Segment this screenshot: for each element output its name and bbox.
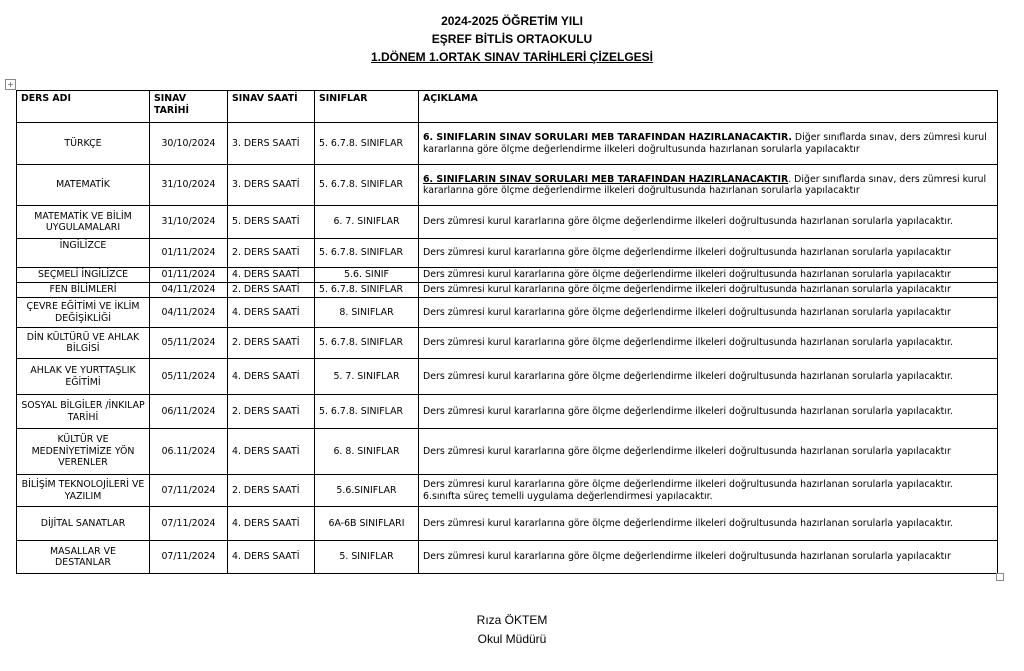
table-header-row [17, 91, 998, 123]
sinav-tarihi-cell: 01/11/2024 [150, 268, 228, 283]
ders-adi-cell: BİLİŞİM TEKNOLOJİLERİ VE YAZILIM [17, 475, 150, 507]
table-row [17, 283, 998, 298]
principal-name: Rıza ÖKTEM [476, 613, 548, 627]
table-move-handle-icon[interactable]: + [5, 79, 16, 90]
siniflar-cell: 5. 6.7.8. SINIFLAR [315, 283, 419, 298]
aciklama-cell: Ders zümresi kurul kararlarına göre ölçme değerlendirme ilkeleri doğrultusunda hazırlanan sorularla yapılacaktır. [419, 507, 998, 541]
ders-adi-cell: SEÇMELİ İNGİLİZCE [17, 268, 150, 283]
column-header-sinav-saati: SINAV SAATİ [228, 91, 315, 123]
sinav-saati-cell: 4. DERS SAATİ [228, 507, 315, 541]
table-row [17, 298, 998, 328]
table-row [17, 359, 998, 395]
sinav-saati-cell: 5. DERS SAATİ [228, 206, 315, 239]
table-row [17, 541, 998, 574]
principal-title: Okul Müdürü [477, 632, 547, 646]
ders-adi-cell: AHLAK VE YURTTAŞLIK EĞİTİMİ [17, 359, 150, 395]
table-row [17, 395, 998, 429]
aciklama-cell: Ders zümresi kurul kararlarına göre ölçme değerlendirme ilkeleri doğrultusunda hazırlanan sorularla yapılacaktır. [419, 359, 998, 395]
table-row [17, 165, 998, 206]
aciklama-cell: Ders zümresi kurul kararlarına göre ölçme değerlendirme ilkeleri doğrultusunda hazırlanan sorularla yapılacaktır. 6.sınıfta süreç temelli uygulama değerlendirmesi yapılacaktır. [419, 475, 998, 507]
table-row [17, 475, 998, 507]
school-name: EŞREF BİTLİS ORTAOKULU [431, 32, 593, 46]
sinav-tarihi-cell: 06/11/2024 [150, 395, 228, 429]
school-year-title: 2024-2025 ÖĞRETİM YILI [441, 14, 583, 28]
siniflar-cell: 5. 6.7.8. SINIFLAR [315, 165, 419, 206]
schedule-title: 1.DÖNEM 1.ORTAK SINAV TARİHLERİ ÇİZELGESİ [370, 50, 654, 64]
aciklama-cell: Ders zümresi kurul kararlarına göre ölçme değerlendirme ilkeleri doğrultusunda hazırlanan sorularla yapılacaktır. [419, 206, 998, 239]
sinav-tarihi-cell: 05/11/2024 [150, 359, 228, 395]
aciklama-cell [419, 165, 998, 206]
ders-adi-cell: DİJİTAL SANATLAR [17, 507, 150, 541]
sinav-saati-cell: 2. DERS SAATİ [228, 239, 315, 268]
siniflar-cell: 5. 6.7.8. SINIFLAR [315, 328, 419, 359]
ders-adi-cell: KÜLTÜR VE MEDENİYETİMİZE YÖN VERENLER [17, 429, 150, 475]
sinav-saati-cell: 4. DERS SAATİ [228, 298, 315, 328]
column-header-siniflar: SINIFLAR [315, 91, 419, 123]
aciklama-cell: Ders zümresi kurul kararlarına göre ölçme değerlendirme ilkeleri doğrultusunda hazırlanan sorularla yapılacaktır [419, 283, 998, 298]
aciklama-cell: Ders zümresi kurul kararlarına göre ölçme değerlendirme ilkeleri doğrultusunda hazırlanan sorularla yapılacaktır [419, 239, 998, 268]
sinav-tarihi-cell: 04/11/2024 [150, 298, 228, 328]
siniflar-cell: 5. 6.7.8. SINIFLAR [315, 395, 419, 429]
aciklama-cell: Ders zümresi kurul kararlarına göre ölçme değerlendirme ilkeleri doğrultusunda hazırlanan sorularla yapılacaktır [419, 298, 998, 328]
sinav-saati-cell: 4. DERS SAATİ [228, 359, 315, 395]
ders-adi-cell: MATEMATİK [17, 165, 150, 206]
ders-adi-cell: TÜRKÇE [17, 123, 150, 165]
ders-adi-cell: SOSYAL BİLGİLER /İNKILAP TARİHİ [17, 395, 150, 429]
sinav-saati-cell: 2. DERS SAATİ [228, 395, 315, 429]
aciklama-cell: Ders zümresi kurul kararlarına göre ölçme değerlendirme ilkeleri doğrultusunda hazırlanan sorularla yapılacaktır [419, 429, 998, 475]
sinav-saati-cell: 4. DERS SAATİ [228, 268, 315, 283]
sinav-tarihi-cell: 07/11/2024 [150, 475, 228, 507]
siniflar-cell: 5.6. SINIF [315, 268, 419, 283]
sinav-tarihi-cell: 04/11/2024 [150, 283, 228, 298]
table-row [17, 328, 998, 359]
table-row [17, 507, 998, 541]
siniflar-cell: 6A-6B SINIFLARI [315, 507, 419, 541]
aciklama-emphasis: 6. SINIFLARIN SINAV SORULARI MEB TARAFINDAN HAZIRLANACAKTIR. [423, 132, 792, 143]
column-header-aciklama: AÇIKLAMA [419, 91, 998, 123]
column-header-ders-adi: DERS ADI [17, 91, 150, 123]
siniflar-cell: 5. SINIFLAR [315, 541, 419, 574]
sinav-tarihi-cell: 07/11/2024 [150, 507, 228, 541]
signature-block [0, 611, 1024, 649]
sinav-tarihi-cell: 30/10/2024 [150, 123, 228, 165]
siniflar-cell: 5.6.SINIFLAR [315, 475, 419, 507]
aciklama-cell: Ders zümresi kurul kararlarına göre ölçme değerlendirme ilkeleri doğrultusunda hazırlanan sorularla yapılacaktır. [419, 328, 998, 359]
sinav-saati-cell: 2. DERS SAATİ [228, 475, 315, 507]
table-resize-handle-icon[interactable] [996, 573, 1004, 581]
sinav-tarihi-cell: 06.11/2024 [150, 429, 228, 475]
table-row [17, 123, 998, 165]
siniflar-cell: 5. 6.7.8. SINIFLAR [315, 239, 419, 268]
sinav-saati-cell: 2. DERS SAATİ [228, 283, 315, 298]
sinav-saati-cell: 3. DERS SAATİ [228, 165, 315, 206]
sinav-saati-cell: 3. DERS SAATİ [228, 123, 315, 165]
column-header-sinav-tarihi: SINAV TARİHİ [150, 91, 228, 123]
siniflar-cell: 8. SINIFLAR [315, 298, 419, 328]
aciklama-cell: Ders zümresi kurul kararlarına göre ölçme değerlendirme ilkeleri doğrultusunda hazırlanan sorularla yapılacaktır [419, 268, 998, 283]
sinav-saati-cell: 4. DERS SAATİ [228, 541, 315, 574]
ders-adi-cell: MATEMATİK VE BİLİM UYGULAMALARI [17, 206, 150, 239]
table-row [17, 206, 998, 239]
siniflar-cell: 5. 6.7.8. SINIFLAR [315, 123, 419, 165]
ders-adi-cell: FEN BİLİMLERİ [17, 283, 150, 298]
sinav-tarihi-cell: 31/10/2024 [150, 206, 228, 239]
sinav-saati-cell: 4. DERS SAATİ [228, 429, 315, 475]
document-header [0, 12, 1024, 66]
exam-schedule-table [16, 90, 998, 574]
ders-adi-cell: İNGİLİZCE [17, 239, 150, 268]
aciklama-text: . Diğer sınıflarda sınav, ders zümresi kurul kararlarına göre ölçme değerlendirme ilkeleri doğrultusunda hazırlanan sorularla yapılacaktır [423, 173, 987, 196]
sinav-saati-cell: 2. DERS SAATİ [228, 328, 315, 359]
siniflar-cell: 6. 8. SINIFLAR [315, 429, 419, 475]
sinav-tarihi-cell: 05/11/2024 [150, 328, 228, 359]
sinav-tarihi-cell: 07/11/2024 [150, 541, 228, 574]
aciklama-emphasis: 6. SINIFLARIN SINAV SORULARI MEB TARAFINDAN HAZIRLANACAKTIR [423, 173, 789, 185]
aciklama-cell: Ders zümresi kurul kararlarına göre ölçme değerlendirme ilkeleri doğrultusunda hazırlanan sorularla yapılacaktır [419, 541, 998, 574]
table-row [17, 429, 998, 475]
siniflar-cell: 5. 7. SINIFLAR [315, 359, 419, 395]
sinav-tarihi-cell: 31/10/2024 [150, 165, 228, 206]
aciklama-cell [419, 123, 998, 165]
aciklama-cell: Ders zümresi kurul kararlarına göre ölçme değerlendirme ilkeleri doğrultusunda hazırlanan sorularla yapılacaktır. [419, 395, 998, 429]
ders-adi-cell: DİN KÜLTÜRÜ VE AHLAK BİLGİSİ [17, 328, 150, 359]
ders-adi-cell: MASALLAR VE DESTANLAR [17, 541, 150, 574]
siniflar-cell: 6. 7. SINIFLAR [315, 206, 419, 239]
table-row [17, 268, 998, 283]
aciklama-text: Diğer sınıflarda sınav, ders zümresi kurul kararlarına göre ölçme değerlendirme ilkeleri doğrultusunda hazırlanan sorularla yapılacaktır [423, 132, 987, 155]
ders-adi-cell: ÇEVRE EĞİTİMİ VE İKLİM DEĞİŞİKLİĞİ [17, 298, 150, 328]
sinav-tarihi-cell: 01/11/2024 [150, 239, 228, 268]
table-row [17, 239, 998, 268]
